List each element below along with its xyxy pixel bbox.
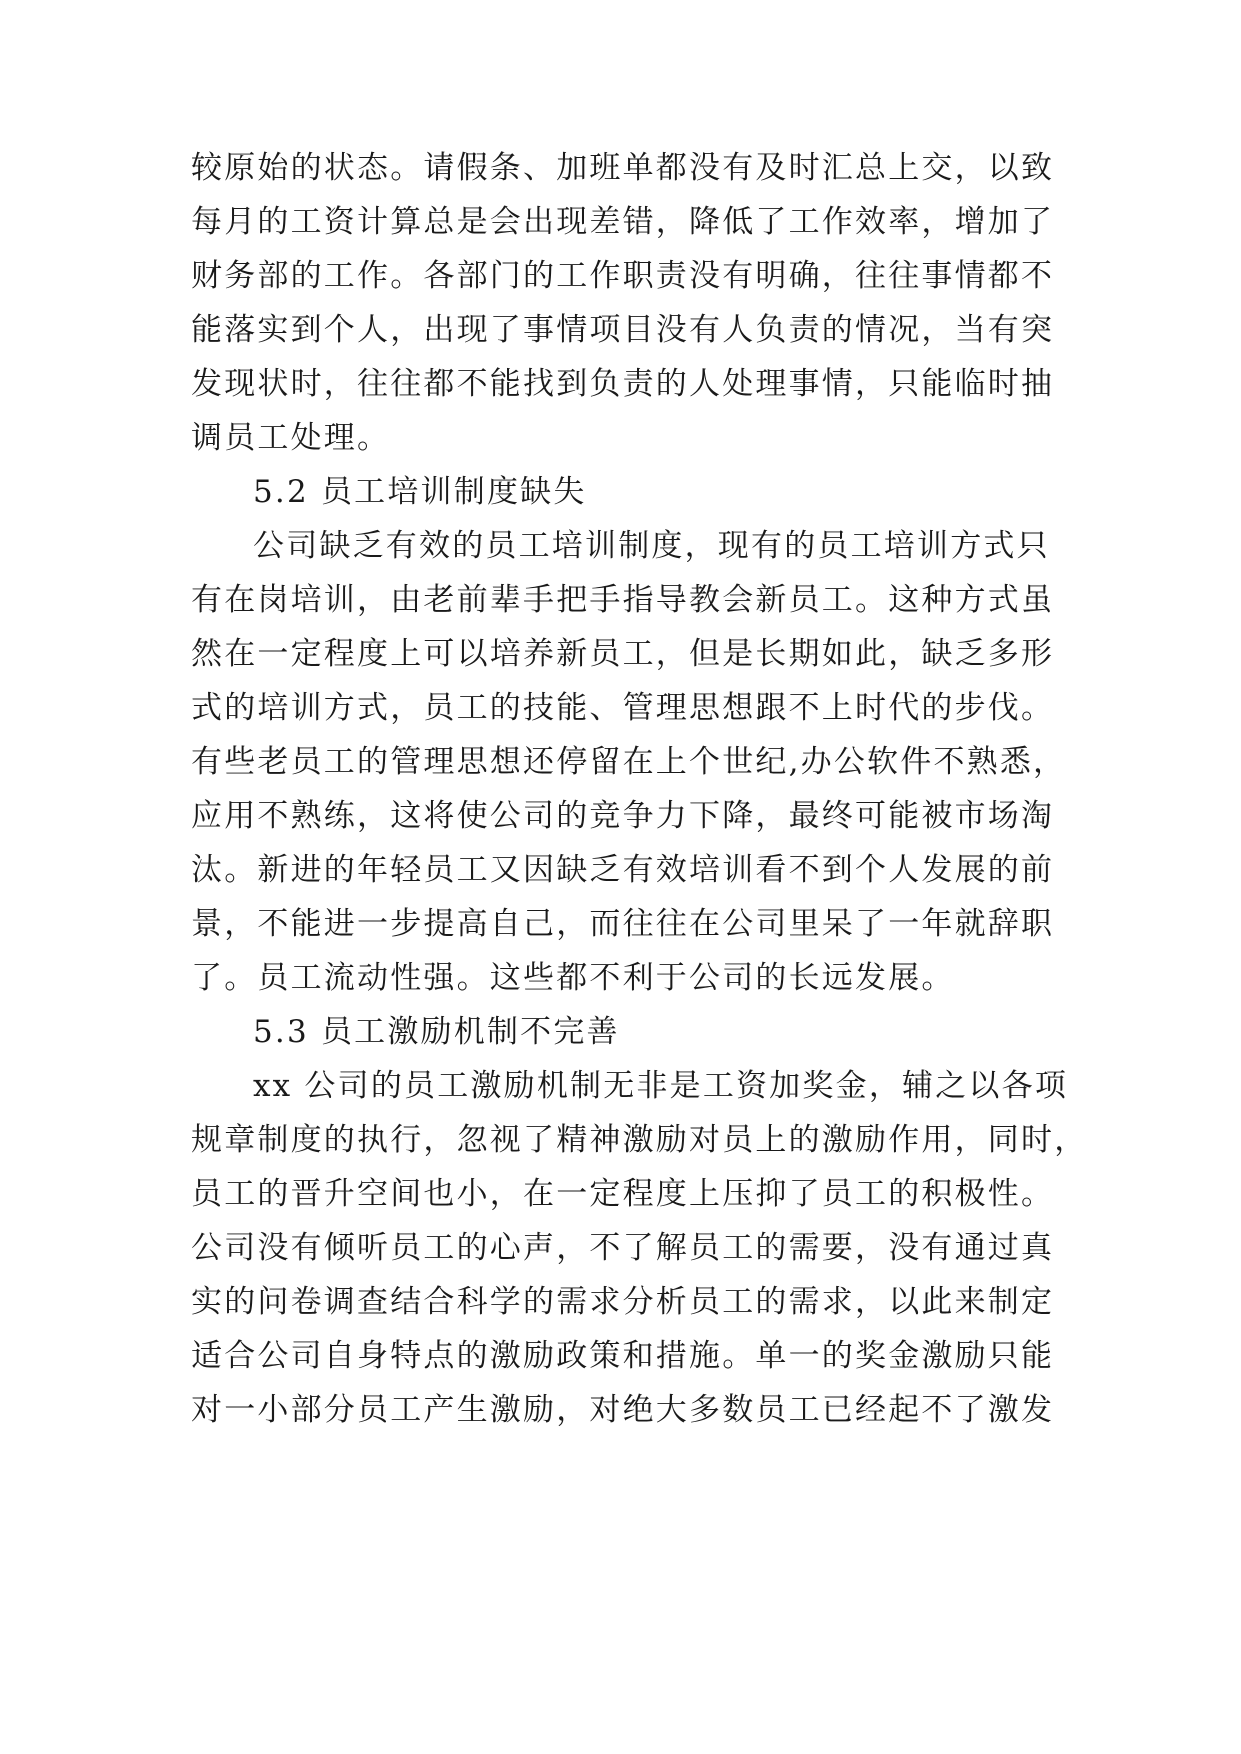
paragraph-line: 式的培训方式，员工的技能、管理思想跟不上时代的步伐。 (191, 690, 1055, 726)
paragraph-line: 应用不熟练，这将使公司的竞争力下降，最终可能被市场淘 (191, 798, 1055, 834)
paragraph-line: xx 公司的员工激励机制无非是工资加奖金，辅之以各项 (253, 1068, 1069, 1104)
paragraph-line: 景，不能进一步提高自己，而往往在公司里呆了一年就辞职 (191, 906, 1055, 942)
paragraph-line: 有在岗培训，由老前辈手把手指导教会新员工。这种方式虽 (191, 582, 1055, 618)
paragraph-line: 规章制度的执行，忽视了精神激励对员上的激励作用，同时， (191, 1122, 1088, 1158)
paragraph-line: 实的问卷调查结合科学的需求分析员工的需求，以此来制定 (191, 1284, 1055, 1320)
paragraph-line: 较原始的状态。请假条、加班单都没有及时汇总上交，以致 (191, 150, 1055, 186)
paragraph-line: 员工的晋升空间也小，在一定程度上压抑了员工的积极性。 (191, 1176, 1055, 1212)
paragraph-line: 每月的工资计算总是会出现差错，降低了工作效率，增加了 (191, 204, 1055, 240)
paragraph-line: 对一小部分员工产生激励，对绝大多数员工已经起不了激发 (191, 1392, 1055, 1428)
paragraph-line: 发现状时，往往都不能找到负责的人处理事情，只能临时抽 (191, 366, 1055, 402)
paragraph-line: 了。员工流动性强。这些都不利于公司的长远发展。 (191, 960, 955, 996)
paragraph-line: 调员工处理。 (191, 420, 391, 456)
paragraph-line: 能落实到个人，出现了事情项目没有人负责的情况，当有突 (191, 312, 1055, 348)
paragraph-line: 汰。新进的年轻员工又因缺乏有效培训看不到个人发展的前 (191, 852, 1055, 888)
paragraph-line: 有些老员工的管理思想还停留在上个世纪,办公软件不熟悉， (191, 744, 1067, 780)
section-heading: 5.2 员工培训制度缺失 (253, 474, 587, 510)
paragraph-line: 公司没有倾听员工的心声，不了解员工的需要，没有通过真 (191, 1230, 1055, 1266)
paragraph-line: 财务部的工作。各部门的工作职责没有明确，往往事情都不 (191, 258, 1055, 294)
section-heading: 5.3 员工激励机制不完善 (253, 1014, 620, 1050)
paragraph-line: 适合公司自身特点的激励政策和措施。单一的奖金激励只能 (191, 1338, 1055, 1374)
paragraph-line: 公司缺乏有效的员工培训制度，现有的员工培训方式只 (253, 528, 1050, 564)
paragraph-line: 然在一定程度上可以培养新员工，但是长期如此，缺乏多形 (191, 636, 1055, 672)
